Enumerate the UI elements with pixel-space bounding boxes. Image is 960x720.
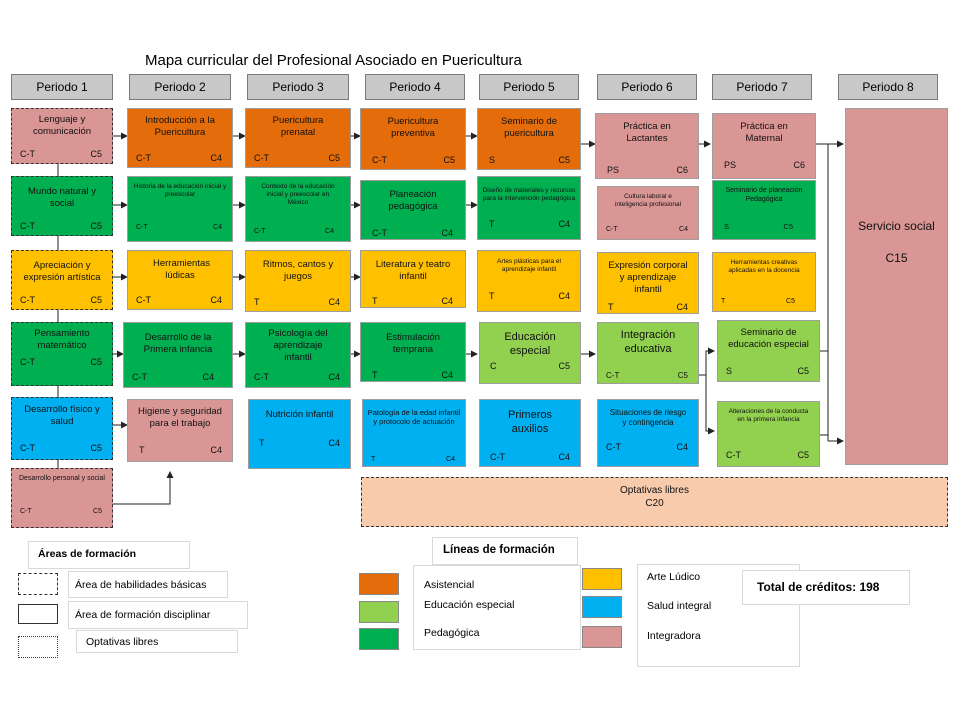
course-name: Apreciación y expresión artística [23,260,101,283]
course-type: C-T [372,155,387,165]
course-name: Puericultura prenatal [272,115,324,138]
course-credits: C5 [786,298,795,305]
line-arte-ludico-label: Arte Lúdico [647,571,701,583]
course-credits: C4 [679,226,688,233]
optativas-libres-block[interactable] [361,477,948,527]
course-name: Ritmos, cantos y juegos [262,259,334,282]
course-type: C-T [20,149,35,159]
course-credits: C4 [328,372,340,382]
swatch-arte-ludico [582,568,622,590]
course-credits: C5 [93,508,102,515]
course-credits: C5 [443,155,455,165]
course-credits: C5 [90,357,102,367]
course-type: T [372,370,378,380]
course-type: C-T [20,221,35,231]
course-type: C-T [606,226,618,233]
course-seminario-planeacion[interactable] [712,180,816,240]
period-header-6: Periodo 6 [597,74,697,100]
course-credits: C4 [328,438,340,448]
course-credits: C4 [328,297,340,307]
lines-legend-title: Líneas de formación [443,544,555,556]
course-nutricion-infantil[interactable] [248,399,351,469]
course-alteraciones-conducta[interactable] [717,401,820,467]
course-type: C-T [726,450,741,460]
course-type: C-T [606,442,621,452]
course-name: Higiene y seguridad para el trabajo [138,406,222,429]
total-credits-box [742,570,910,605]
course-mundo-natural-social[interactable] [11,176,113,236]
swatch-pedagogica [359,628,399,650]
course-credits: C4 [558,219,570,229]
line-integradora-label: Integradora [647,630,701,642]
course-type: C-T [254,372,269,382]
course-name: Contexto de la educación inicial y preescolar en México [261,183,335,207]
course-puericultura-preventiva[interactable] [360,108,466,170]
course-integracion-educativa[interactable] [597,322,699,384]
swatch-asistencial [359,573,399,595]
course-type: C-T [20,295,35,305]
course-credits: C4 [210,295,222,305]
course-herramientas-creativas[interactable] [712,252,816,312]
period-header-2: Periodo 2 [129,74,231,100]
course-credits: C4 [202,372,214,382]
course-credits: C15 [885,251,908,265]
area-formacion-disciplinar-label: Área de formación disciplinar [75,609,211,621]
course-name: Situaciones de riesgo y contingencia [609,408,687,427]
course-name: Historia de la educación inicial y preescolar [133,183,227,199]
course-name: Educación especial [504,331,556,357]
course-diseno-materiales[interactable] [477,176,581,240]
course-credits: C6 [793,160,805,170]
course-servicio-social[interactable] [845,108,948,465]
course-type: C-T [20,443,35,453]
course-expresion-corporal[interactable] [597,252,699,314]
area-item-box [68,571,228,598]
course-higiene-seguridad[interactable] [127,399,233,462]
period-header-7: Periodo 7 [712,74,812,100]
course-primeros-auxilios[interactable] [479,399,581,467]
course-name: Herramientas lúdicas [153,258,211,281]
course-desarrollo-primera-infancia[interactable] [123,322,233,388]
swatch-habilidades-basicas [18,573,58,595]
course-practica-lactantes[interactable] [595,113,699,179]
course-type: T [371,456,376,463]
line-educacion-especial-label: Educación especial [424,599,515,611]
course-type: C-T [606,371,620,380]
course-credits: C4 [441,296,453,306]
course-educacion-especial[interactable] [479,322,581,384]
course-name: Mundo natural y social [27,186,97,209]
course-type: C-T [20,357,35,367]
course-name: Estimulación temprana [386,332,440,355]
course-practica-maternal[interactable] [712,113,816,179]
course-name: Cultura laboral e inteligencia profesional [614,193,682,209]
course-type: T [372,296,378,306]
course-name: Práctica en Lactantes [623,121,671,144]
course-credits: C5 [558,361,570,371]
course-name: Puericultura preventiva [387,116,439,139]
course-name: Desarrollo físico y salud [24,404,100,427]
swatch-educacion-especial [359,601,399,623]
line-asistencial-label: Asistencial [424,579,475,591]
course-name: Servicio social [858,219,935,233]
course-credits: C4 [213,224,222,231]
course-artes-plasticas[interactable] [477,250,581,312]
course-contexto-educacion-mexico[interactable] [245,176,351,242]
course-credits: C4 [210,445,222,455]
course-credits: C4 [446,456,455,463]
course-credits: C4 [558,291,570,301]
period-header-8: Periodo 8 [838,74,938,100]
course-type: T [608,302,614,312]
course-type: T [489,219,495,229]
course-credits: C5 [90,221,102,231]
period-header-4: Periodo 4 [365,74,465,100]
course-credits: C5 [783,222,793,231]
course-credits: C5 [328,153,340,163]
course-type: S [726,366,733,376]
course-credits: C4 [676,442,688,452]
course-type: C [490,361,497,371]
areas-legend-title-box [28,541,190,569]
course-type: C-T [136,153,151,163]
course-cultura-laboral[interactable] [597,186,699,240]
course-type: C-T [254,228,266,235]
course-name: Literatura y teatro infantil [375,259,451,282]
area-habilidades-basicas-label: Área de habilidades básicas [75,579,207,591]
course-type: PS [607,165,620,175]
course-puericultura-prenatal[interactable] [245,108,351,168]
course-name: Lenguaje y comunicación [32,114,92,137]
course-name: Pensamiento matemático [34,328,90,351]
course-desarrollo-personal-social[interactable] [11,468,113,528]
course-credits: C4 [441,228,453,238]
course-apreciacion-artistica[interactable] [11,250,113,310]
areas-legend-title: Áreas de formación [38,548,137,560]
course-desarrollo-fisico-salud[interactable] [11,397,113,460]
course-planeacion-pedagogica[interactable] [360,180,466,240]
course-name: Patología de la edad infantil y protocolo de actuación [367,408,461,427]
course-type: T [259,438,265,448]
course-name: Desarrollo personal y social [19,475,105,482]
course-name: Seminario de planeación Pedagógica [725,187,803,203]
course-estimulacion-temprana[interactable] [360,322,466,382]
course-name: Planeación pedagógica [388,189,438,212]
course-credits: C4 [441,370,453,380]
course-pensamiento-matematico[interactable] [11,322,113,386]
course-name: Desarrollo de la Primera infancia [143,332,213,355]
course-type: C-T [254,153,269,163]
course-patologia-edad-infantil[interactable] [362,399,466,467]
course-psicologia-aprendizaje[interactable] [245,322,351,388]
area-optativas-libres-label: Optativas libres [86,636,159,648]
course-name: Seminario de puericultura [501,116,557,139]
course-credits: C4 [676,302,688,312]
line-salud-integral-label: Salud integral [647,600,712,612]
swatch-optativas-libres [18,636,58,658]
course-introduccion-puericultura[interactable] [127,108,233,168]
period-header-5: Periodo 5 [479,74,579,100]
course-name: Alteraciones de la conducta en la primera infancia [728,408,809,424]
course-type: PS [724,160,737,170]
course-historia-educacion-inicial[interactable] [127,176,233,242]
lines-legend-title-box [432,537,578,565]
swatch-salud-integral [582,596,622,618]
course-name: Seminario de educación especial [728,327,809,350]
course-name: Herramientas creativas aplicadas en la docencia [728,259,800,275]
course-name: Diseño de materiales y recursos para la intervención pedagógica [482,187,576,203]
course-type: T [721,298,726,305]
course-credits: C5 [90,149,102,159]
course-type: C-T [490,452,505,462]
period-header-1: Periodo 1 [11,74,113,100]
course-type: C-T [372,228,387,238]
course-type: S [489,155,496,165]
course-type: T [139,445,145,455]
course-credits: C4 [325,228,334,235]
course-name: Expresión corporal y aprendizaje infantil [608,260,688,295]
line-pedagogica-label: Pedagógica [424,627,480,639]
course-seminario-educacion-especial[interactable] [717,320,820,382]
course-credits: C5 [677,371,688,380]
course-credits: C4 [210,153,222,163]
course-seminario-puericultura[interactable] [477,108,581,170]
course-name: Integración educativa [620,329,676,355]
course-name: Introducción a la Puericultura [145,115,215,138]
course-name: Psicología del aprendizaje infantil [268,328,328,363]
course-ritmos-cantos-juegos[interactable] [245,250,351,312]
course-type: C-T [136,295,151,305]
optativas-name: Optativas libres [620,485,689,496]
course-name: Primeros auxilios [507,409,552,435]
course-credits: C4 [558,452,570,462]
course-type: C-T [136,224,148,231]
course-herramientas-ludicas[interactable] [127,250,233,310]
course-situaciones-riesgo[interactable] [597,399,699,467]
course-credits: C5 [90,295,102,305]
course-credits: C5 [558,155,570,165]
course-lenguaje-comunicacion[interactable] [11,108,113,164]
course-type: S [724,222,730,231]
course-literatura-teatro[interactable] [360,250,466,308]
page-title: Mapa curricular del Profesional Asociado en Puericultura [145,52,522,69]
area-item-box [76,630,238,653]
course-credits: C5 [797,366,809,376]
course-credits: C5 [797,450,809,460]
swatch-formacion-disciplinar [18,604,58,624]
period-header-3: Periodo 3 [247,74,349,100]
course-name: Artes plásticas para el aprendizaje infantil [497,258,561,274]
area-item-box [68,601,248,629]
course-credits: C5 [90,443,102,453]
optativas-credits: C20 [645,498,664,509]
course-type: T [254,297,260,307]
course-type: C-T [20,508,32,515]
course-credits: C6 [676,165,688,175]
total-credits: Total de créditos: 198 [757,580,880,594]
swatch-integradora [582,626,622,648]
course-name: Práctica en Maternal [740,121,788,144]
course-type: T [489,291,495,301]
course-type: C-T [132,372,147,382]
course-name: Nutrición infantil [265,409,334,420]
